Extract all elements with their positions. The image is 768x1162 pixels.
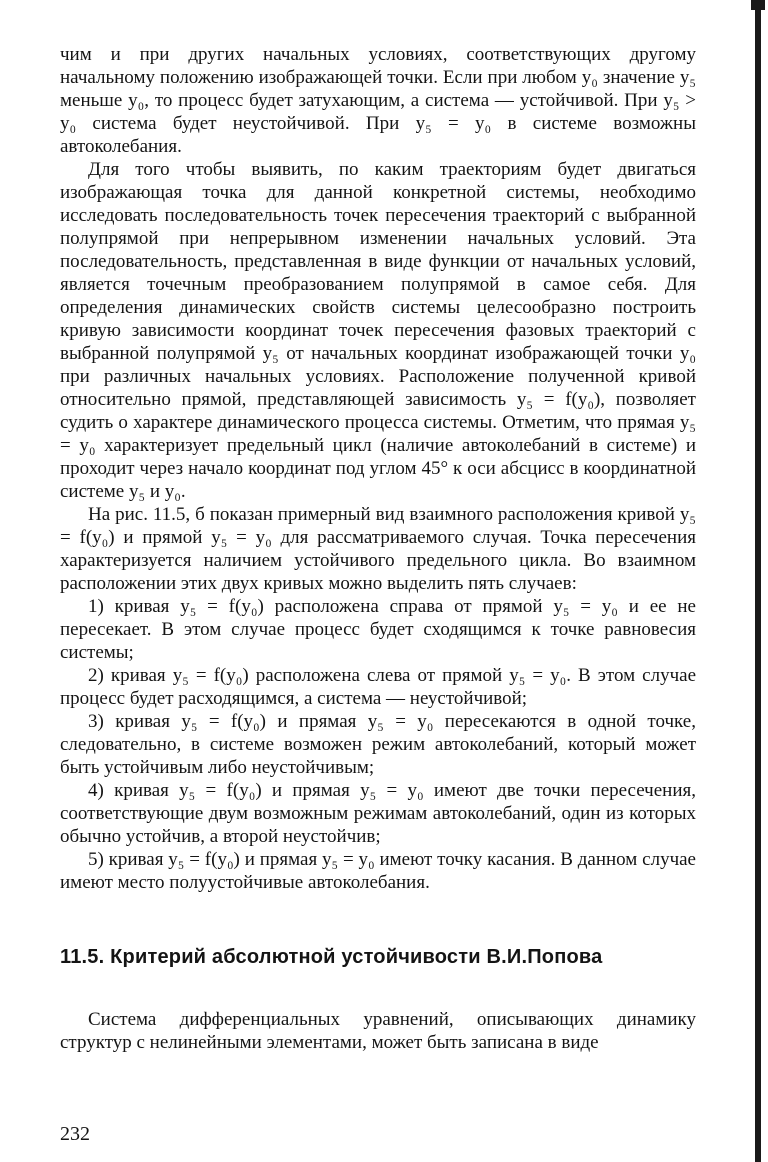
list-item-case-1: 1) кривая y₅ = f(y₀) расположена справа от прямой y₅ = y₀ и ее не пересекает. В этом случае процесс будет сходящимся к точке равновесия системы;: [60, 596, 696, 663]
paragraph-closing: Система дифференциальных уравнений, описывающих динамику структур с нелинейными элементами, может быть записана в виде: [60, 1009, 696, 1053]
paragraph-continuation: чим и при других начальных условиях, соответствующих другому начальному положению изображающей точки. Если при любом y₀ значение y₅ меньше y₀, то процесс будет затухающим, а система — устойчивой. При y₅ > y₀ система будет неустойчивой. При y₅ = y₀ в системе возможны автоколебания.: [60, 44, 696, 157]
list-item-case-3: 3) кривая y₅ = f(y₀) и прямая y₅ = y₀ пересекаются в одной точке, следовательно, в системе возможен режим автоколебаний, который может быть устойчивым либо неустойчивым;: [60, 711, 696, 778]
page-body: [60, 43, 696, 1054]
page-edge-mark: [755, 0, 761, 1162]
list-item-case-4: 4) кривая y₅ = f(y₀) и прямая y₅ = y₀ имеют две точки пересечения, соответствующие двум возможным режимам автоколебаний, один из которых обычно устойчив, а второй неустойчив;: [60, 780, 696, 847]
page-number: 232: [60, 1123, 90, 1145]
paragraph-trajectories: Для того чтобы выявить, по каким траекториям будет двигаться изображающая точка для данной конкретной системы, необходимо исследовать последовательность точек пересечения траекторий с выбранной полупрямой при непрерывном изменении начальных условий. Эта последовательность, представленная в виде функции от начальных условий, является точечным преобразованием полупрямой в самое себя. Для определения динамических свойств системы целесообразно построить кривую зависимости координат точек пересечения фазовых траекторий с выбранной полупрямой y₅ от начальных координат изображающей точки y₀ при различных начальных условиях. Расположение полученной кривой относительно прямой, представляющей зависимость y₅ = f(y₀), позволяет судить о характере динамического процесса системы. Отметим, что прямая y₅ = y₀ характеризует предельный цикл (наличие автоколебаний в системе) и проходит через начало координат под углом 45° к оси абсцисс в координатной системе y₅ и y₀.: [60, 159, 696, 502]
paragraph-figure-reference: На рис. 11.5, б показан примерный вид взаимного расположения кривой y₅ = f(y₀) и прямой y₅ = y₀ для рассматриваемого случая. Точка пересечения характеризуется наличием устойчивого предельного цикла. Во взаимном расположении этих двух кривых можно выделить пять случаев:: [60, 504, 696, 594]
list-item-case-5: 5) кривая y₅ = f(y₀) и прямая y₅ = y₀ имеют точку касания. В данном случае имеют место полуустойчивые автоколебания.: [60, 849, 696, 893]
list-item-case-2: 2) кривая y₅ = f(y₀) расположена слева от прямой y₅ = y₀. В этом случае процесс будет расходящимся, а система — неустойчивой;: [60, 665, 696, 709]
section-heading: 11.5. Критерий абсолютной устойчивости В.И.Попова: [60, 946, 603, 968]
